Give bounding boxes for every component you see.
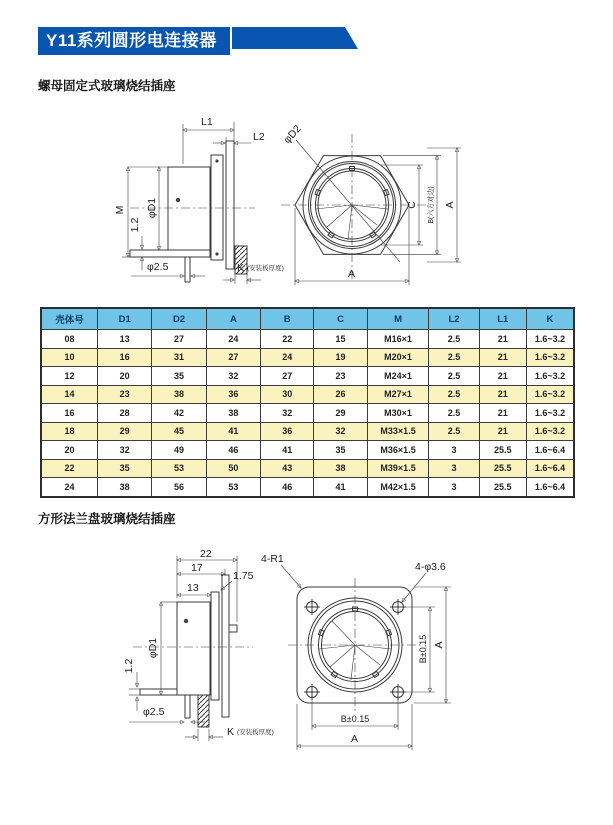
table-cell: 29	[314, 404, 367, 423]
table-cell: 27	[152, 330, 206, 349]
table-header-cell: A	[206, 308, 260, 330]
table-cell: 15	[314, 330, 367, 349]
table-cell: 20	[41, 441, 97, 460]
table-cell: 38	[97, 478, 151, 497]
nut-socket-side-view	[114, 116, 284, 284]
table-header-cell: D1	[97, 308, 151, 330]
table-cell: 27	[206, 348, 260, 367]
table-cell: 42	[152, 404, 206, 423]
drawing-nut-socket	[85, 110, 565, 305]
table-cell: 32	[206, 367, 260, 386]
table-cell: 56	[152, 478, 206, 497]
table-cell: 31	[152, 348, 206, 367]
dim-A-bottom: A	[351, 733, 359, 745]
table-cell: 53	[152, 459, 206, 478]
dim-L1: L1	[201, 116, 213, 128]
table-cell: 16	[97, 348, 151, 367]
table-cell: M16×1	[367, 330, 429, 349]
dim-B-hex: B(六方对边)	[428, 186, 435, 224]
dim-C: C	[406, 201, 418, 209]
dim-phi-2-5: φ2.5	[147, 261, 169, 273]
table-cell: 23	[97, 385, 151, 404]
table-cell: 25.5	[479, 478, 526, 497]
table-cell: 21	[479, 422, 526, 441]
table-cell: 20	[97, 367, 151, 386]
table-cell: 1.6~3.2	[526, 385, 574, 404]
table-cell: 1.6~6.4	[526, 478, 574, 497]
table-cell: 32	[261, 404, 314, 423]
table-cell: 10	[41, 348, 97, 367]
table-cell: 2.5	[429, 330, 479, 349]
title-bar-ribbon	[232, 27, 358, 49]
table-cell: 35	[314, 441, 367, 460]
table-cell: 50	[206, 459, 260, 478]
nut-socket-front-view	[281, 123, 461, 285]
table-cell: 45	[152, 422, 206, 441]
table-cell: 2.5	[429, 404, 479, 423]
table-cell: 1.6~6.4	[526, 441, 574, 460]
table-row	[41, 385, 574, 404]
table-cell: 41	[261, 441, 314, 460]
table-cell: 38	[206, 404, 260, 423]
table-cell: 2.5	[429, 422, 479, 441]
dim-A-bottom: A	[348, 268, 356, 280]
table-cell: 22	[261, 330, 314, 349]
dim-phi-D1: φD1	[146, 197, 158, 219]
table-cell: M39×1.5	[367, 459, 429, 478]
table-cell: 35	[152, 367, 206, 386]
table-cell: 3	[429, 459, 479, 478]
dim-1-75: 1.75	[233, 570, 254, 582]
table-row	[41, 348, 574, 367]
table-cell: 19	[314, 348, 367, 367]
table-cell: 21	[479, 330, 526, 349]
flange-socket-side-view	[123, 548, 301, 741]
table-cell: 3	[429, 441, 479, 460]
table-header-row	[41, 308, 574, 330]
table-cell: 32	[97, 441, 151, 460]
table-cell: 38	[314, 459, 367, 478]
dim-4-R1: 4-R1	[261, 553, 284, 565]
table-cell: 3	[429, 478, 479, 497]
dim-4-phi-3-6: 4-φ3.6	[415, 561, 446, 573]
dim-1-2: 1.2	[129, 217, 141, 233]
table-cell: 21	[479, 404, 526, 423]
dim-L2: L2	[253, 131, 265, 143]
dim-phi-D1: φD1	[147, 637, 159, 659]
table-header-cell: K	[526, 308, 574, 330]
dim-A-right: A	[433, 641, 445, 649]
table-cell: 1.6~3.2	[526, 422, 574, 441]
table-cell: 24	[261, 348, 314, 367]
table-cell: 18	[41, 422, 97, 441]
table-cell: M36×1.5	[367, 441, 429, 460]
table-cell: 30	[261, 385, 314, 404]
table-cell: 46	[206, 441, 260, 460]
dim-M: M	[114, 205, 126, 215]
table-row	[41, 330, 574, 349]
table-cell: 12	[41, 367, 97, 386]
table-cell: 32	[314, 422, 367, 441]
table-row	[41, 367, 574, 386]
dim-K-note: (安装板厚度)	[237, 729, 274, 736]
table-cell: 38	[152, 385, 206, 404]
table-cell: 25.5	[479, 441, 526, 460]
table-row	[41, 422, 574, 441]
table-header-cell: L1	[479, 308, 526, 330]
table-header-cell: B	[261, 308, 314, 330]
table-cell: 28	[97, 404, 151, 423]
table-cell: 49	[152, 441, 206, 460]
dim-22: 22	[200, 548, 212, 560]
dim-17: 17	[191, 562, 203, 574]
dim-K-note: (安装板厚度)	[247, 265, 284, 272]
table-cell: 24	[206, 330, 260, 349]
dim-K: K	[227, 726, 235, 738]
table-cell: 36	[206, 385, 260, 404]
table-cell: 13	[97, 330, 151, 349]
table-cell: 16	[41, 404, 97, 423]
table-cell: 2.5	[429, 385, 479, 404]
table-cell: 08	[41, 330, 97, 349]
table-cell: 24	[41, 478, 97, 497]
table-cell: 26	[314, 385, 367, 404]
table-cell: 1.6~3.2	[526, 404, 574, 423]
dim-K: K	[237, 262, 245, 274]
dim-phi-2-5: φ2.5	[143, 706, 165, 718]
table-cell: 21	[479, 348, 526, 367]
dim-phi-D2: φD2	[281, 122, 304, 147]
table-cell: 41	[314, 478, 367, 497]
section-title-flange-socket: 方形法兰盘玻璃烧结插座	[38, 512, 176, 526]
table-cell: 36	[261, 422, 314, 441]
table-row	[41, 478, 574, 497]
page-title-bar	[38, 27, 230, 55]
dim-1-2: 1.2	[123, 658, 135, 674]
table-cell: M24×1	[367, 367, 429, 386]
table-cell: 46	[261, 478, 314, 497]
table-row	[41, 404, 574, 423]
drawing-flange-socket	[85, 548, 565, 793]
dim-A-right: A	[444, 201, 456, 209]
table-cell: 22	[41, 459, 97, 478]
spec-table-body	[41, 330, 574, 497]
table-cell: 29	[97, 422, 151, 441]
table-cell: 43	[261, 459, 314, 478]
table-cell: 53	[206, 478, 260, 497]
flange-socket-front-view	[288, 561, 451, 750]
table-cell: 25.5	[479, 459, 526, 478]
table-row	[41, 441, 574, 460]
table-header-cell: L2	[429, 308, 479, 330]
table-cell: 41	[206, 422, 260, 441]
table-cell: M42×1.5	[367, 478, 429, 497]
page-title: Y11系列圆形电连接器	[46, 31, 217, 50]
table-cell: M33×1.5	[367, 422, 429, 441]
dim-13: 13	[187, 582, 199, 594]
table-header-cell: D2	[152, 308, 206, 330]
table-header-cell: 壳体号	[41, 308, 97, 330]
table-cell: 1.6~3.2	[526, 330, 574, 349]
section-title-nut-socket: 螺母固定式玻璃烧结插座	[38, 79, 176, 93]
table-cell: 14	[41, 385, 97, 404]
dim-B-right: B±0.15	[418, 634, 428, 664]
table-cell: 21	[479, 385, 526, 404]
table-cell: 35	[97, 459, 151, 478]
table-cell: M30×1	[367, 404, 429, 423]
table-cell: M20×1	[367, 348, 429, 367]
table-cell: 23	[314, 367, 367, 386]
table-cell: M27×1	[367, 385, 429, 404]
table-cell: 1.6~3.2	[526, 367, 574, 386]
table-cell: 2.5	[429, 367, 479, 386]
table-header-cell: M	[367, 308, 429, 330]
table-cell: 2.5	[429, 348, 479, 367]
table-header-cell: C	[314, 308, 367, 330]
table-cell: 1.6~6.4	[526, 459, 574, 478]
spec-table	[40, 307, 575, 498]
table-row	[41, 459, 574, 478]
table-cell: 21	[479, 367, 526, 386]
dim-B-bottom: B±0.15	[340, 714, 370, 724]
table-cell: 1.6~3.2	[526, 348, 574, 367]
table-cell: 27	[261, 367, 314, 386]
